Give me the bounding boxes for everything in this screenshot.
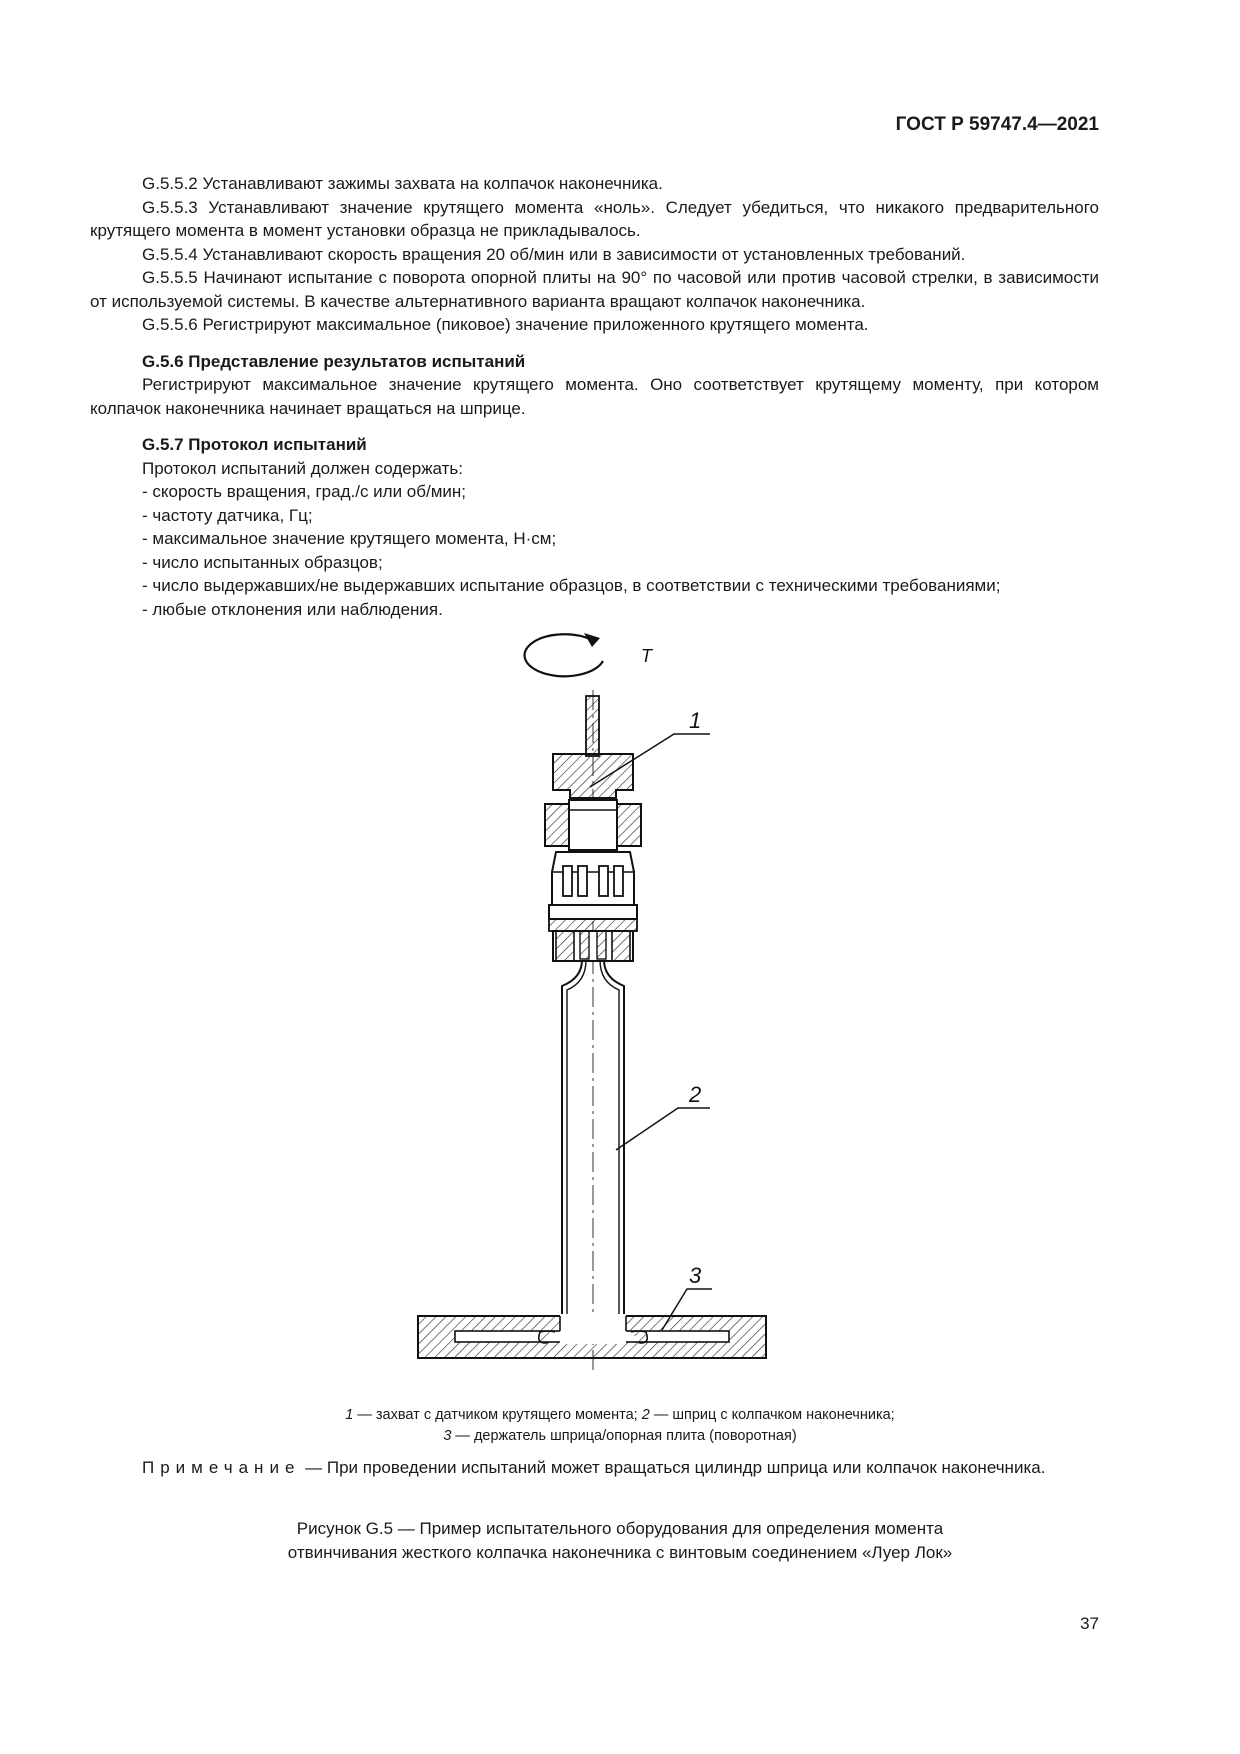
syringe-holder-base-plate: [418, 1314, 766, 1358]
page-number: 37: [1080, 1614, 1099, 1633]
figure-caption: [0, 1517, 1240, 1565]
caption-line-1: Рисунок G.5 — Пример испытательного оборудования для определения момента: [296, 1519, 944, 1538]
list-item: - частоту датчика, Гц;: [142, 505, 313, 525]
paragraph-g555: G.5.5.5 Начинают испытание с поворота опорной плиты на 90° по часовой или против часовой стрелки, в зависимости от используемой системы. В качестве альтернативного варианта вращают колпачок наконечника.: [90, 268, 1099, 311]
section-heading-g56: G.5.6 Представление результатов испытаний: [142, 351, 526, 371]
body-text: [90, 172, 1099, 621]
key-text-1: — захват с датчиком крутящего момента;: [353, 1407, 642, 1423]
callout-2: 2: [689, 1082, 702, 1107]
tip-cap-body: [549, 852, 637, 931]
list-item: - скорость вращения, град./с или об/мин;: [142, 482, 467, 501]
list-item: - максимальное значение крутящего момента, Н·см;: [142, 529, 557, 548]
list-item: - число выдержавших/не выдержавших испытание образцов, в соответствии с техническими требованиями;: [142, 576, 1001, 595]
section-text-g56: Регистрируют максимальное значение крутящего момента. Оно соответствует крутящему моменту, при котором колпачок наконечника начинает вращаться на шприце.: [90, 375, 1099, 418]
key-number-1: 1: [345, 1407, 354, 1423]
list-item: - число испытанных образцов;: [142, 552, 383, 572]
leader-line-2: [616, 1108, 710, 1150]
torque-rotation-arrow: [525, 633, 603, 676]
key-text-2: — шприц с колпачком наконечника;: [649, 1407, 895, 1423]
clamp-jaw-right: [617, 804, 641, 846]
note-text: — При проведении испытаний может вращаться цилиндр шприца или колпачок наконечника.: [300, 1458, 1046, 1477]
figure-g5-drawing: [0, 620, 1240, 1380]
callout-1: 1: [689, 708, 702, 733]
key-number-3: 3: [443, 1428, 452, 1444]
standard-number: ГОСТ Р 59747.4—2021: [895, 114, 1099, 135]
figure-note: [90, 1456, 1099, 1479]
grip-shaft: [586, 696, 599, 756]
luer-lock-collar: [553, 931, 633, 961]
figure-key: [0, 1405, 1240, 1447]
tip-cap-top: [569, 800, 617, 850]
torque-label: T: [641, 646, 652, 666]
key-text-3: — держатель шприца/опорная плита (поворотная): [451, 1428, 797, 1444]
note-label: Примечание: [142, 1458, 301, 1477]
section-intro-g57: Протокол испытаний должен содержать:: [142, 458, 464, 478]
paragraph-g554: G.5.5.4 Устанавливают скорость вращения 20 об/мин или в зависимости от установленных требований.: [142, 244, 966, 264]
paragraph-g556: G.5.5.6 Регистрируют максимальное (пиковое) значение приложенного крутящего момента.: [142, 315, 869, 334]
caption-line-2: отвинчивания жесткого колпачка наконечника с винтовым соединением «Луер Лок»: [287, 1543, 953, 1562]
clamp-jaw-left: [545, 804, 569, 846]
section-heading-g57: G.5.7 Протокол испытаний: [142, 435, 367, 454]
paragraph-g552: G.5.5.2 Устанавливают зажимы захвата на колпачок наконечника.: [142, 174, 663, 193]
torque-sensor-grip: [553, 754, 633, 798]
list-item: - любые отклонения или наблюдения.: [142, 599, 443, 619]
callout-3: 3: [689, 1263, 702, 1288]
key-number-2: 2: [641, 1407, 650, 1423]
paragraph-g553: G.5.5.3 Устанавливают значение крутящего момента «ноль». Следует убедиться, что никакого предварительного крутящего момента в момент установки образца не прикладывалось.: [90, 197, 1099, 240]
